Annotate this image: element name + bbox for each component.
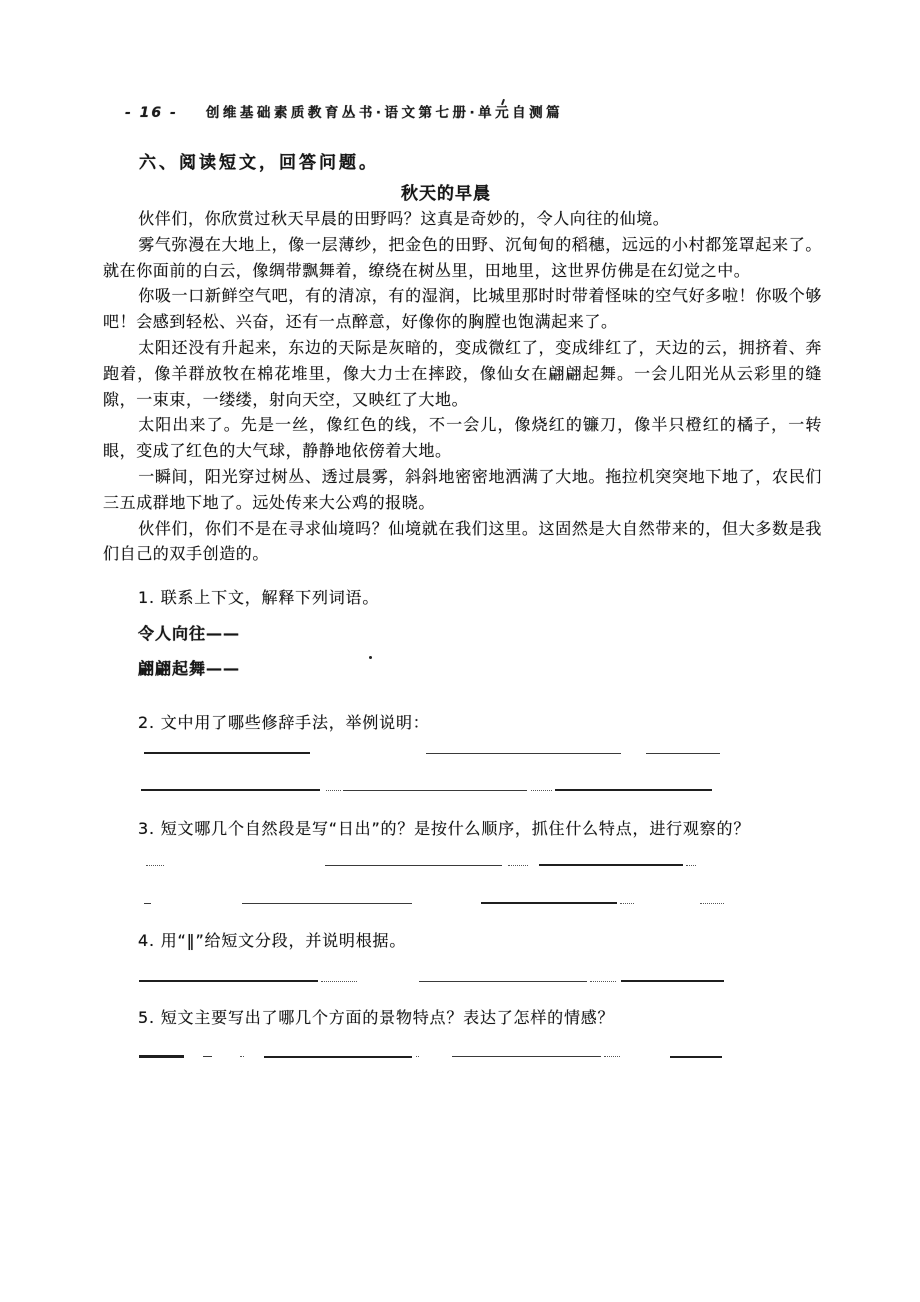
section-heading: 六、阅读短文，回答问题。 xyxy=(139,153,379,173)
scan-speck xyxy=(369,656,372,659)
question-2: 2. 文中用了哪些修辞手法，举例说明： xyxy=(138,713,430,732)
question-4: 4. 用“‖”给短文分段，并说明根据。 xyxy=(138,931,407,950)
page-number: - 16 - xyxy=(125,105,178,121)
book-title: 创维基础素质教育丛书·语文第七册·单元自测篇 xyxy=(205,105,564,121)
passage-paragraph: 太阳还没有升起来，东边的天际是灰暗的，变成微红了，变成绯红了，天边的云，拥挤着、奔跑着，像羊群放牧在棉花堆里，像大力士在摔跤，像仙女在翩翩起舞。一会儿阳光从云彩里的缝隙，一束束，一缕缕，射向天空，又映红了大地。 xyxy=(103,337,822,409)
passage-paragraph: 你吸一口新鲜空气吧，有的清凉，有的湿润，比城里那时时带着怪味的空气好多啦！你吸个够吧！会感到轻松、兴奋，还有一点醉意，好像你的胸膛也饱满起来了。 xyxy=(103,286,822,332)
question-3: 3. 短文哪几个自然段是写“日出”的？是按什么顺序，抓住什么特点，进行观察的？ xyxy=(138,819,751,838)
question-1: 1. 联系上下文，解释下列词语。 xyxy=(138,588,380,607)
passage-title: 秋天的早晨 xyxy=(401,184,491,204)
passage-paragraph: 一瞬间，阳光穿过树丛、透过晨雾，斜斜地密密地洒满了大地。拖拉机突突地下地了，农民们三五成群地下地了。远处传来大公鸡的报晓。 xyxy=(103,466,822,512)
passage-paragraph: 伙伴们，你们不是在寻求仙境吗？仙境就在我们这里。这固然是大自然带来的，但大多数是我们自己的双手创造的。 xyxy=(103,518,822,564)
question-5: 5. 短文主要写出了哪几个方面的景物特点？表达了怎样的情感？ xyxy=(138,1008,615,1027)
passage-paragraph: 伙伴们，你欣赏过秋天早晨的田野吗？这真是奇妙的，令人向往的仙境。 xyxy=(138,209,670,228)
question-1-term-pianpianqiwu: 翩翩起舞—— xyxy=(138,659,241,678)
passage-body xyxy=(103,206,822,567)
question-1-term-lingrenxiangwang: 令人向往—— xyxy=(138,624,241,643)
page-header xyxy=(125,101,563,121)
passage-paragraph: 雾气弥漫在大地上，像一层薄纱，把金色的田野、沉甸甸的稻穗，远远的小村都笼罩起来了。就在你面前的白云，像绸带飘舞着，缭绕在树丛里，田地里，这世界仿佛是在幻觉之中。 xyxy=(103,234,822,280)
passage-paragraph: 太阳出来了。先是一丝，像红色的线，不一会儿，像烧红的镰刀，像半只橙红的橘子，一转眼，变成了红色的大气球，静静地依傍着大地。 xyxy=(103,415,822,461)
